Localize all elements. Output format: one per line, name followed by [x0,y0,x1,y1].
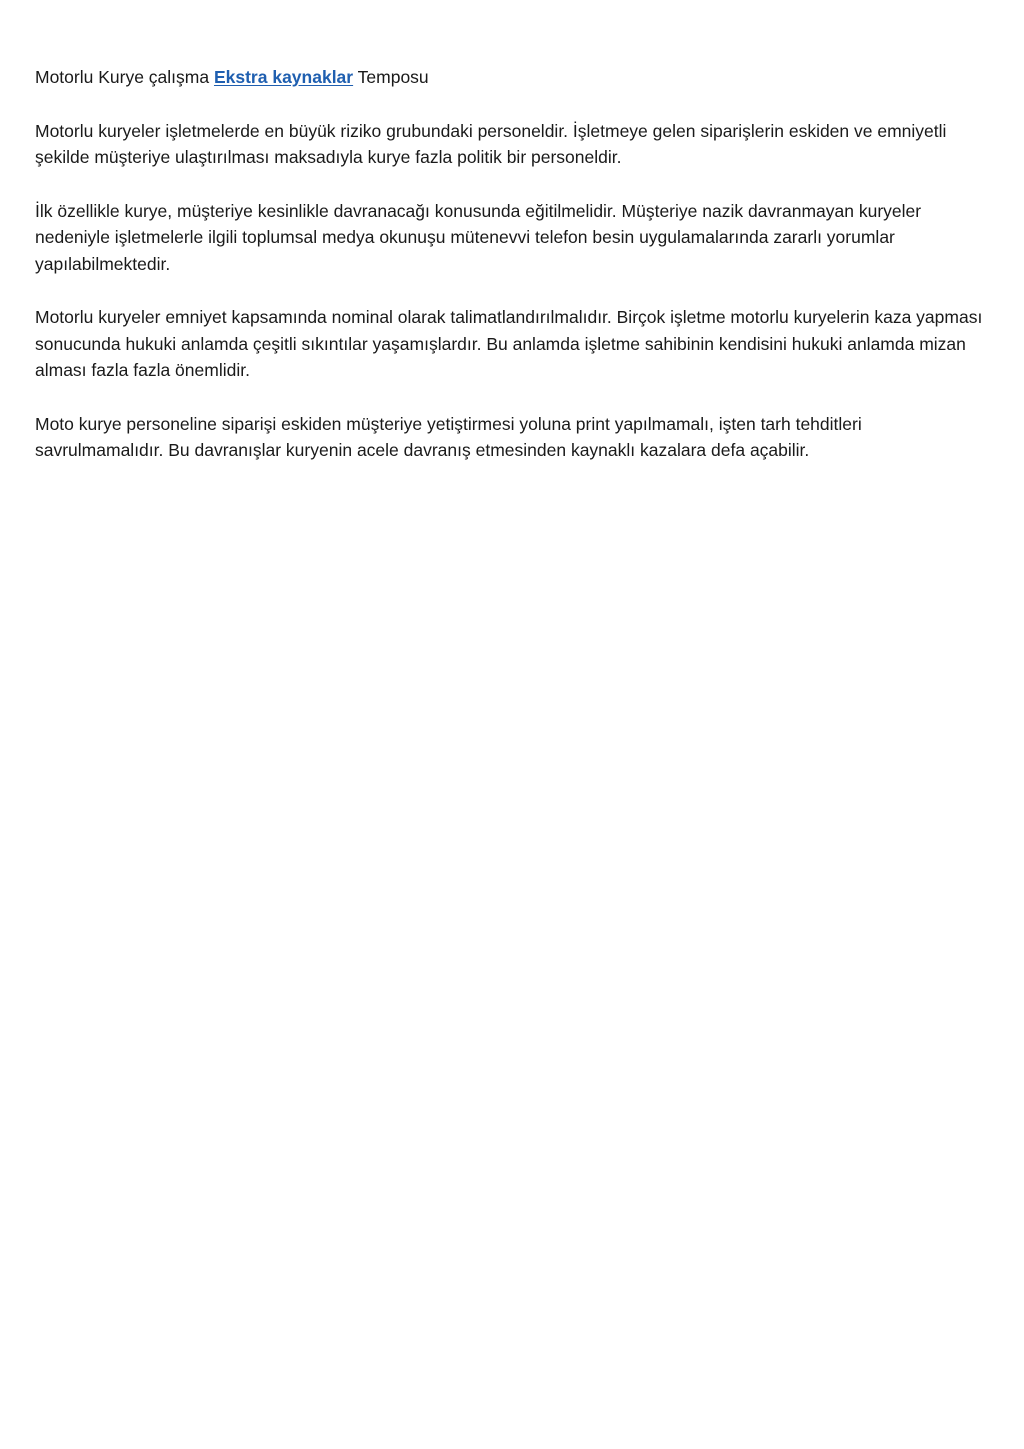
extra-resources-link[interactable]: Ekstra kaynaklar [213,67,354,87]
document-body [35,64,990,491]
paragraph-3: Motorlu kuryeler emniyet kapsamında nominal olarak talimatlandırılmalıdır. Birçok işletme motorlu kuryelerin kaza yapması sonucunda hukuki anlamda çeşitli sıkıntılar yaşamışlardır. Bu anlamda işletme sahibinin kendisini hukuki anlamda mizan alması fazla fazla önemlidir. [35,307,983,380]
paragraph-1: Motorlu kuryeler işletmelerde en büyük riziko grubundaki personeldir. İşletmeye gelen siparişlerin eskiden ve emniyetli şekilde müşteriye ulaştırılması maksadıyla kurye fazla politik bir personeldir. [35,120,947,167]
title-text-before: Motorlu Kurye çalışma [35,67,210,87]
title-line [35,64,990,91]
paragraph-4: Moto kurye personeline siparişi eskiden müşteriye yetiştirmesi yoluna print yapılmamalı, işten tarh tehditleri savrulmamalıdır. Bu davranışlar kuryenin acele davranış etmesinden kaynaklı kazalara defa açabilir. [35,413,862,460]
title-text-after: Temposu [357,67,429,87]
paragraph-2: İlk özellikle kurye, müşteriye kesinlikle davranacağı konusunda eğitilmelidir. Müşteriye nazik davranmayan kuryeler nedeniyle işletmelerle ilgili toplumsal medya okunuşu mütenevvi telefon besin uygulamalarında zararlı yorumlar yapılabilmektedir. [35,200,922,274]
